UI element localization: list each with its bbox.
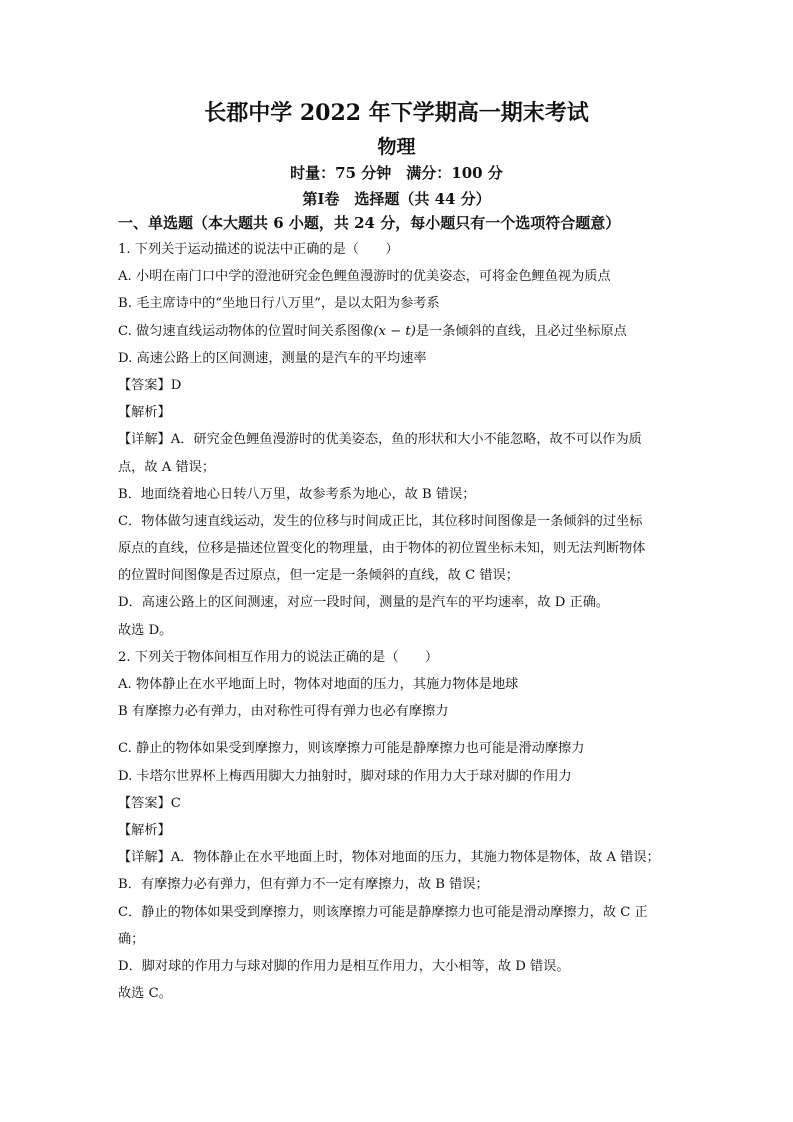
question-body (118, 236, 678, 1007)
q2-stem: 2. 下列关于物体间相互作用力的说法正确的是（ ） (118, 649, 439, 665)
q2-detail-line: 【详解】A．物体静止在水平地面上时，物体对地面的压力，其施力物体是物体，故 A 错误； (118, 850, 660, 866)
q1-option-c-post: 是一条倾斜的直线，且必过坐标原点 (415, 323, 627, 339)
q1-detail-line: 的位置时间图像是否过原点，但一定是一条倾斜的直线，故 C 错误； (118, 568, 519, 584)
q1-detail-line: B．地面绕着地心日转八万里，故参考系为地心，故 B 错误； (118, 486, 476, 502)
q2-conclusion: 故选 C。 (118, 986, 172, 1002)
subject-title: 物理 (377, 136, 416, 158)
exam-title: 长郡中学 2022 年下学期高一期末考试 (204, 100, 589, 126)
q1-detail-line: 点，故 A 错误； (118, 459, 216, 475)
q1-conclusion: 故选 D。 (118, 622, 173, 638)
q2-option-d: D. 卡塔尔世界杯上梅西用脚大力抽射时，脚对球的作用力大于球对脚的作用力 (118, 768, 572, 784)
spacer (118, 725, 678, 735)
q1-option-c-math: (x − t) (373, 323, 416, 339)
q1-option-a: A. 小明在南门口中学的澄池研究金色鲤鱼漫游时的优美姿态，可将金色鲤鱼视为质点 (118, 269, 611, 285)
q1-detail-line: D．高速公路上的区间测速，对应一段时间，测量的是汽车的平均速率，故 D 正确。 (118, 595, 610, 611)
q1-analysis: 【解析】 (118, 405, 171, 421)
q2-analysis: 【解析】 (118, 822, 171, 838)
q2-answer: 【答案】C (118, 795, 181, 811)
q2-detail-line: D．脚对球的作用力与球对脚的作用力是相互作用力，大小相等，故 D 错误。 (118, 958, 570, 974)
q2-option-b: B 有摩擦力必有弹力，由对称性可得有弹力也必有摩擦力 (118, 704, 449, 720)
q1-stem: 1. 下列关于运动描述的说法中正确的是（ ） (118, 242, 399, 257)
q1-detail-line: 【详解】A．研究金色鲤鱼漫游时的优美姿态，鱼的形状和大小不能忽略，故不可以作为质 (118, 432, 642, 448)
part-title: 第Ⅰ卷 选择题（共 44 分） (302, 190, 491, 208)
q1-detail-line: C．物体做匀速直线运动，发生的位移与时间成正比，其位移时间图像是一条倾斜的过坐标 (118, 513, 643, 529)
q1-option-b: B. 毛主席诗中的“坐地日行八万里”，是以太阳为参考系 (118, 296, 440, 312)
q1-detail-line: 原点的直线，位移是描述位置变化的物理量，由于物体的初位置坐标未知，则无法判断物体 (118, 541, 646, 557)
exam-meta: 时量：75 分钟 满分：100 分 (290, 164, 503, 182)
q2-detail-line: C．静止的物体如果受到摩擦力，则该摩擦力可能是静摩擦力也可能是滑动摩擦力，故 C 正 (118, 904, 648, 920)
q1-option-c (118, 318, 678, 345)
q2-detail-line: B．有摩擦力必有弹力，但有弹力不一定有摩擦力，故 B 错误； (118, 877, 489, 893)
q2-option-c: C. 静止的物体如果受到摩擦力，则该摩擦力可能是静摩擦力也可能是滑动摩擦力 (118, 741, 585, 757)
q2-detail-line: 确； (118, 931, 145, 947)
q1-option-c-pre: C. 做匀速直线运动物体的位置时间关系图像 (118, 323, 374, 339)
q1-option-d: D. 高速公路上的区间测速，测量的是汽车的平均速率 (118, 350, 427, 366)
q2-option-a: A. 物体静止在水平地面上时，物体对地面的压力，其施力物体是地球 (118, 677, 519, 692)
q1-answer: 【答案】D (118, 377, 182, 393)
section-heading: 一、单选题（本大题共 6 小题，共 24 分，每小题只有一个选项符合题意） (118, 214, 621, 232)
